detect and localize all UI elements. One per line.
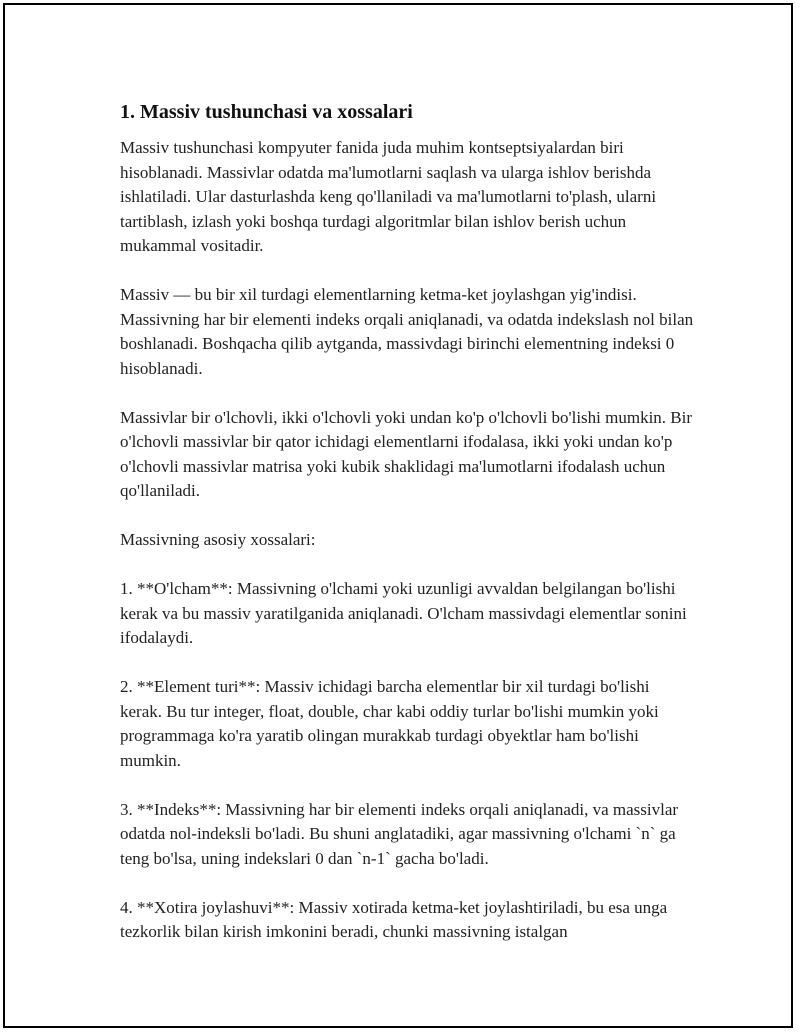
document-page: [3, 3, 793, 1028]
list-item-element-type: 2. **Element turi**: Massiv ichidagi barcha elementlar bir xil turdagi bo'lishi kerak. Bu tur integer, float, double, char kabi oddiy turlar bo'lishi mumkin yoki programmaga ko'ra yaratib olingan murakkab turdagi obyektlar ham bo'lishi mumkin.: [120, 677, 659, 770]
list-item-index: 3. **Indeks**: Massivning har bir elementi indeks orqali aniqlanadi, va massivlar odatda nol-indeksli bo'ladi. Bu shuni anglatadiki, agar massivning o'lchami `n` ga teng bo'lsa, uning indekslari 0 dan `n-1` gacha bo'ladi.: [120, 799, 679, 868]
paragraph-properties-intro: Massivning asosiy xossalari:: [120, 530, 316, 549]
paragraph-definition: Massiv — bu bir xil turdagi elementlarning ketma-ket joylashgan yig'indisi. Massivning har bir elementi indeks orqali aniqlanadi, va odatda indekslash nol bilan boshlanadi. Boshqacha qilib aytganda, massivdagi birinchi elementning indeksi 0 hisoblanadi.: [120, 285, 694, 378]
section-heading: 1. Massiv tushunchasi va xossalari: [120, 101, 413, 123]
paragraph-dimensions: Massivlar bir o'lchovli, ikki o'lchovli yoki undan ko'p o'lchovli bo'lishi mumkin. Bir o'lchovli massivlar bir qator ichidagi elementlarni ifodalasa, ikki yoki undan ko'p o'lchovli massivlar matrisa yoki kubik shaklidagi ma'lumotlarni ifodalash uchun qo'llaniladi.: [120, 407, 693, 500]
list-item-size: 1. **O'lcham**: Massivning o'lchami yoki uzunligi avvaldan belgilangan bo'lishi kerak va bu massiv yaratilganida aniqlanadi. O'lcham massivdagi elementlar sonini ifodalaydi.: [120, 579, 687, 647]
document-content: [120, 100, 695, 969]
paragraph-intro: Massiv tushunchasi kompyuter fanida juda muhim kontseptsiyalardan biri hisoblanadi. Massivlar odatda ma'lumotlarni saqlash va ularga ishlov berishda ishlatiladi. Ular dasturlashda keng qo'llaniladi va ma'lumotlarni to'plash, ularni tartiblash, izlash yoki boshqa turdagi algoritmlar bilan ishlov berish uchun mukammal vositadir.: [120, 138, 657, 255]
list-item-memory: 4. **Xotira joylashuvi**: Massiv xotirada ketma-ket joylashtiriladi, bu esa unga tezkorlik bilan kirish imkonini beradi, chunki massivning istalgan: [120, 897, 668, 941]
